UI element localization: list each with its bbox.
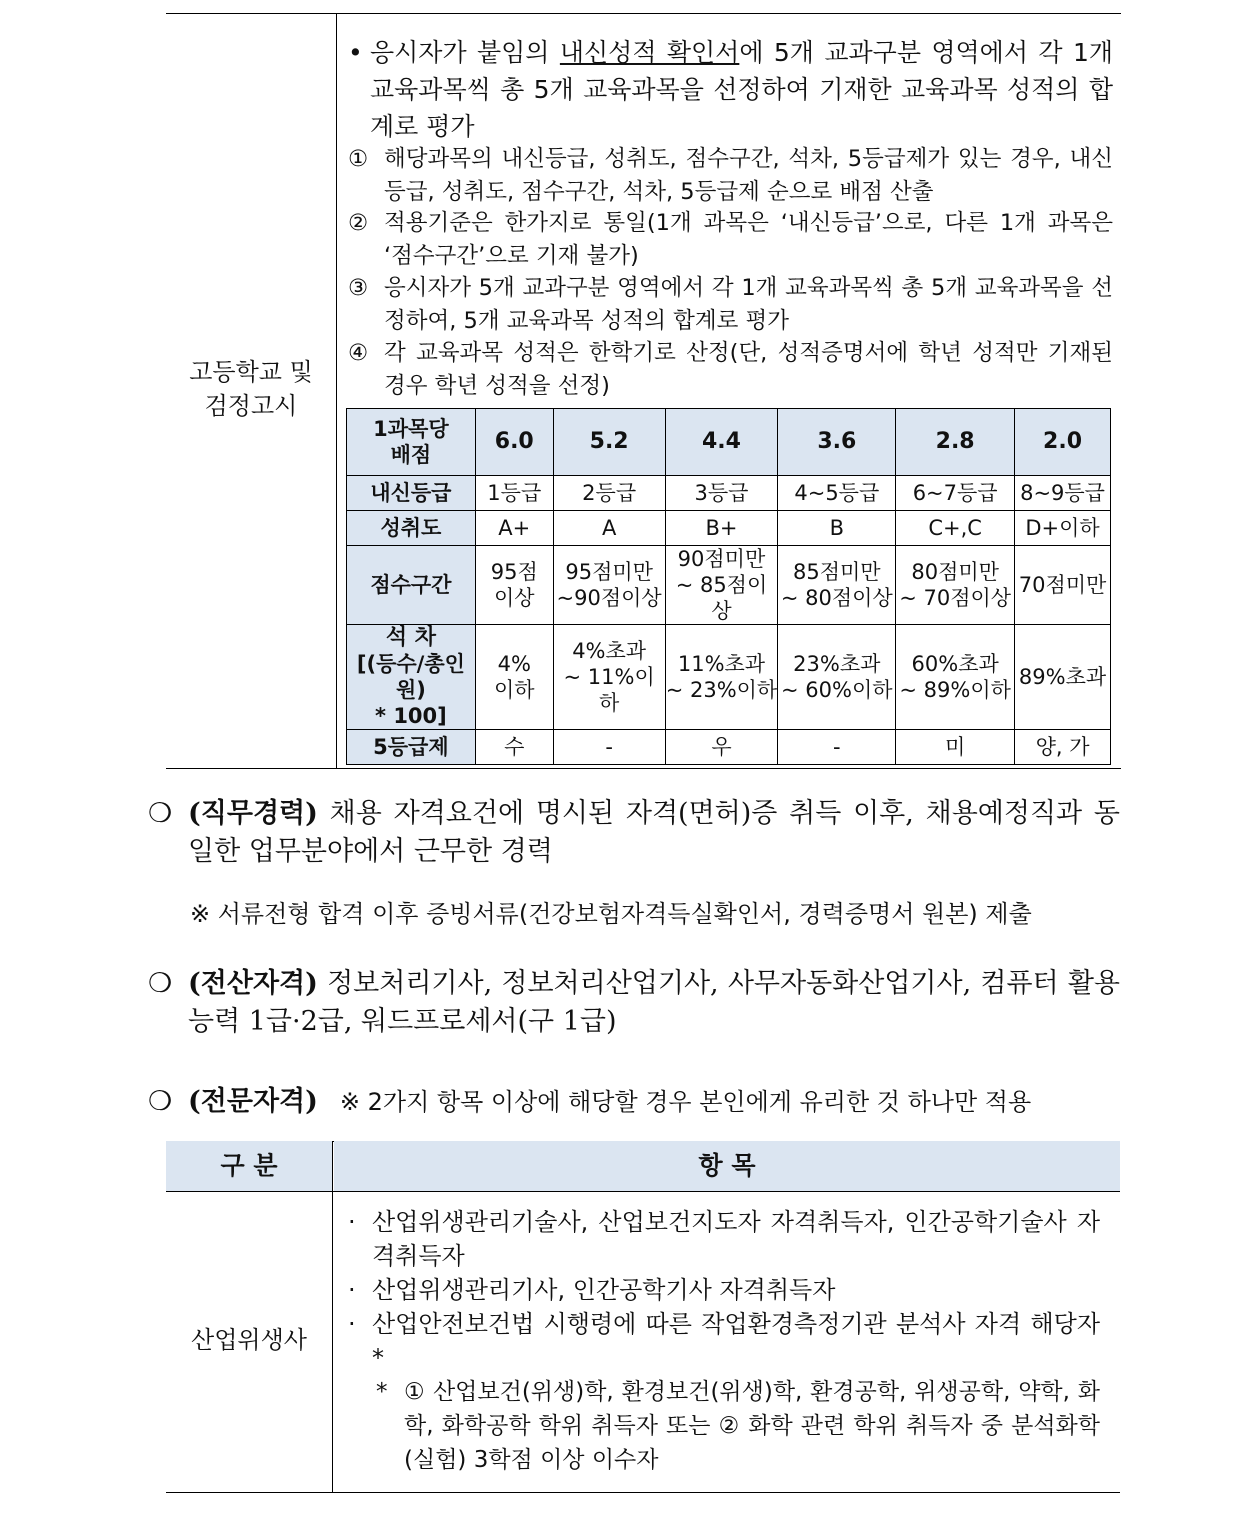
rule-item-4 <box>348 337 1113 403</box>
col-header-items: 항 목 <box>334 1141 1120 1191</box>
table-cell <box>553 625 665 730</box>
score-header: 6.0 <box>475 409 553 476</box>
bullet-text-before: 응시자가 붙임의 <box>370 38 560 67</box>
evaluation-summary-bullet <box>348 34 1113 145</box>
rule-item-1 <box>348 143 1113 209</box>
rule-item-2 <box>348 207 1113 273</box>
table-cell <box>475 546 553 625</box>
bullet-text-after: 에 5개 교과구분 영역에서 각 1개 교육과목씩 총 5개 교육과목을 선정하여 기재한 교육과목 성적의 합계로 평가 <box>370 38 1113 141</box>
table-cell <box>475 625 553 730</box>
cell-line: 이하 <box>493 678 535 702</box>
cell-line: 90점미만 <box>677 547 766 571</box>
table-cell: 1등급 <box>475 476 553 511</box>
rule-number: ④ <box>348 340 369 366</box>
top-box-top-border <box>166 13 1121 14</box>
cell-line: [(등수/총인원) <box>356 652 465 702</box>
circle-bullet-icon: ❍ <box>148 798 173 829</box>
row-label-5-grade-system: 5등급제 <box>347 730 476 765</box>
item-marker: · <box>348 1276 356 1304</box>
job-career-note: ※ 서류전형 합격 이후 증빙서류(건강보험자격득실확인서, 경력증명서 원본) 제출 <box>190 900 1032 928</box>
table-cell: 수 <box>475 730 553 765</box>
item-text: 산업안전보건법 시행령에 따른 작업환경측정기관 분석사 자격 해당자* <box>372 1310 1100 1372</box>
table-cell <box>665 625 778 730</box>
table-cell <box>896 546 1015 625</box>
pro-table-divider <box>332 1141 333 1492</box>
cell-line: ~ 80점이상 <box>780 586 893 610</box>
cell-line: ~ 23%이하 <box>665 678 778 702</box>
section-body <box>188 965 1120 1041</box>
rule-text: 응시자가 5개 교과구분 영역에서 각 1개 교육과목씩 총 5개 교육과목을 선정하여, 5개 교육과목 성적의 합계로 평가 <box>384 275 1113 334</box>
list-item <box>348 1307 1100 1375</box>
table-cell: C+,C <box>896 511 1015 546</box>
header-label-line: 1과목당 <box>373 417 449 441</box>
cell-line: ~ 11%이하 <box>563 665 655 715</box>
pro-table-items <box>348 1205 1100 1477</box>
section-title: (전산자격) <box>188 968 318 999</box>
table-cell: A+ <box>475 511 553 546</box>
table-cell: - <box>778 730 896 765</box>
circle-bullet-icon: ❍ <box>148 968 173 999</box>
cell-line: 60%초과 <box>911 652 999 676</box>
table-cell: 우 <box>665 730 778 765</box>
footnote-marker: * <box>376 1379 388 1405</box>
pro-table-bottom-border <box>166 1492 1120 1493</box>
cell-line: 4% <box>497 652 531 676</box>
item-text: 산업위생관리기술사, 산업보건지도자 자격취득자, 인간공학기술사 자격취득자 <box>372 1208 1100 1270</box>
table-cell: 양, 가 <box>1015 730 1111 765</box>
table-cell: B+ <box>665 511 778 546</box>
table-row <box>347 546 1111 625</box>
score-header: 2.8 <box>896 409 1015 476</box>
score-header: 4.4 <box>665 409 778 476</box>
table-cell: 2등급 <box>553 476 665 511</box>
section-title: (전문자격) <box>188 1086 318 1117</box>
bullet-marker: • <box>348 38 363 67</box>
row-label-industrial-hygienist: 산업위생사 <box>191 1326 307 1354</box>
row-label-grade: 내신등급 <box>347 476 476 511</box>
table-cell <box>896 625 1015 730</box>
score-header: 2.0 <box>1015 409 1111 476</box>
footnote <box>376 1375 1100 1477</box>
table-row <box>347 476 1111 511</box>
bullet-text <box>370 34 1113 145</box>
list-item <box>348 1273 1100 1307</box>
rule-number: ③ <box>348 275 369 301</box>
category-label-line-2: 검정고시 <box>204 392 298 420</box>
pro-cert-note: ※ 2가지 항목 이상에 해당할 경우 본인에게 유리한 것 하나만 적용 <box>339 1088 1032 1116</box>
cell-line: 95점미만 <box>565 560 653 584</box>
table-cell <box>553 546 665 625</box>
section-it-cert <box>148 965 1120 1041</box>
underlined-document-name: 내신성적 확인서 <box>559 38 740 67</box>
section-text: 채용 자격요건에 명시된 자격(면허)증 취득 이후, 채용예정직과 동일한 업무분야에서 근무한 경력 <box>188 798 1120 867</box>
cell-line: ~ 60%이하 <box>781 678 893 702</box>
table-cell: 6~7등급 <box>896 476 1015 511</box>
cell-line: 95점 <box>490 560 538 584</box>
top-box-divider <box>336 13 337 768</box>
table-row <box>347 730 1111 765</box>
table-cell: 89%초과 <box>1015 625 1111 730</box>
table-cell: 8~9등급 <box>1015 476 1111 511</box>
cell-line: ~ 85점이상 <box>675 573 768 623</box>
pro-table-header-border <box>166 1191 1120 1192</box>
category-label-line-1: 고등학교 및 <box>189 358 313 386</box>
item-text: 산업위생관리기사, 인간공학기사 자격취득자 <box>372 1276 836 1304</box>
table-cell <box>778 625 896 730</box>
score-header: 3.6 <box>778 409 896 476</box>
table-cell: 4~5등급 <box>778 476 896 511</box>
cell-line: 석 차 <box>385 625 436 650</box>
header-label-line: 배점 <box>390 443 432 467</box>
item-marker: · <box>348 1208 356 1236</box>
circle-bullet-icon: ❍ <box>148 1086 173 1117</box>
table-cell: D+이하 <box>1015 511 1111 546</box>
rule-number: ② <box>348 210 369 236</box>
row-label-rank <box>347 625 476 730</box>
section-title: (직무경력) <box>188 798 318 829</box>
cell-line: * 100] <box>375 704 447 728</box>
cell-line: 11%초과 <box>677 652 766 676</box>
table-cell: A <box>553 511 665 546</box>
cell-line: ~ 70점이상 <box>899 586 1012 610</box>
section-body <box>188 1083 1120 1121</box>
rule-text: 각 교육과목 성적은 한학기로 산정(단, 성적증명서에 학년 성적만 기재된 경우 학년 성적을 선정) <box>384 340 1113 399</box>
section-text: 정보처리기사, 정보처리산업기사, 사무자동화산업기사, 컴퓨터 활용능력 1급·2급, 워드프로세서(구 1급) <box>188 968 1120 1037</box>
top-box-category-label <box>166 355 336 423</box>
table-cell: 70점미만 <box>1015 546 1111 625</box>
cell-line: ~ 89%이하 <box>899 678 1011 702</box>
cell-line: 85점미만 <box>793 560 881 584</box>
rule-item-3 <box>348 272 1113 338</box>
section-body <box>188 795 1120 871</box>
cell-line: 80점미만 <box>911 560 999 584</box>
row-label-score-range: 점수구간 <box>347 546 476 625</box>
header-score-label <box>347 409 476 476</box>
list-item <box>348 1205 1100 1273</box>
top-box-bottom-border <box>166 768 1121 769</box>
grade-score-table <box>346 408 1111 765</box>
cell-line: 4%초과 <box>572 639 647 663</box>
rule-text: 적용기준은 한가지로 통일(1개 과목은 ‘내신등급’으로, 다른 1개 과목은 ‘점수구간’으로 기재 불가) <box>384 210 1113 269</box>
table-row <box>347 625 1111 730</box>
row-label-achievement: 성취도 <box>347 511 476 546</box>
table-row <box>347 409 1111 476</box>
item-marker: · <box>348 1310 356 1338</box>
rule-text: 해당과목의 내신등급, 성취도, 점수구간, 석차, 5등급제가 있는 경우, 내신등급, 성취도, 점수구간, 석차, 5등급제 순으로 배점 산출 <box>384 146 1113 205</box>
table-cell <box>778 546 896 625</box>
section-job-career <box>148 795 1120 871</box>
table-row <box>347 511 1111 546</box>
table-cell: 3등급 <box>665 476 778 511</box>
rule-number: ① <box>348 146 369 172</box>
cell-line: 이상 <box>493 586 535 610</box>
table-cell: - <box>553 730 665 765</box>
footnote-text: ① 산업보건(위생)학, 환경보건(위생)학, 환경공학, 위생공학, 약학, 화학, 화학공학 학위 취득자 또는 ② 화학 관련 학위 취득자 중 분석화학(실험) 3학점 이상 이수자 <box>404 1379 1100 1473</box>
table-cell: B <box>778 511 896 546</box>
score-header: 5.2 <box>553 409 665 476</box>
cell-line: 23%초과 <box>793 652 881 676</box>
table-cell <box>665 546 778 625</box>
section-pro-cert <box>148 1083 1120 1121</box>
table-cell: 미 <box>896 730 1015 765</box>
cell-line: ~90점이상 <box>556 586 662 610</box>
col-header-category: 구 분 <box>166 1141 332 1191</box>
